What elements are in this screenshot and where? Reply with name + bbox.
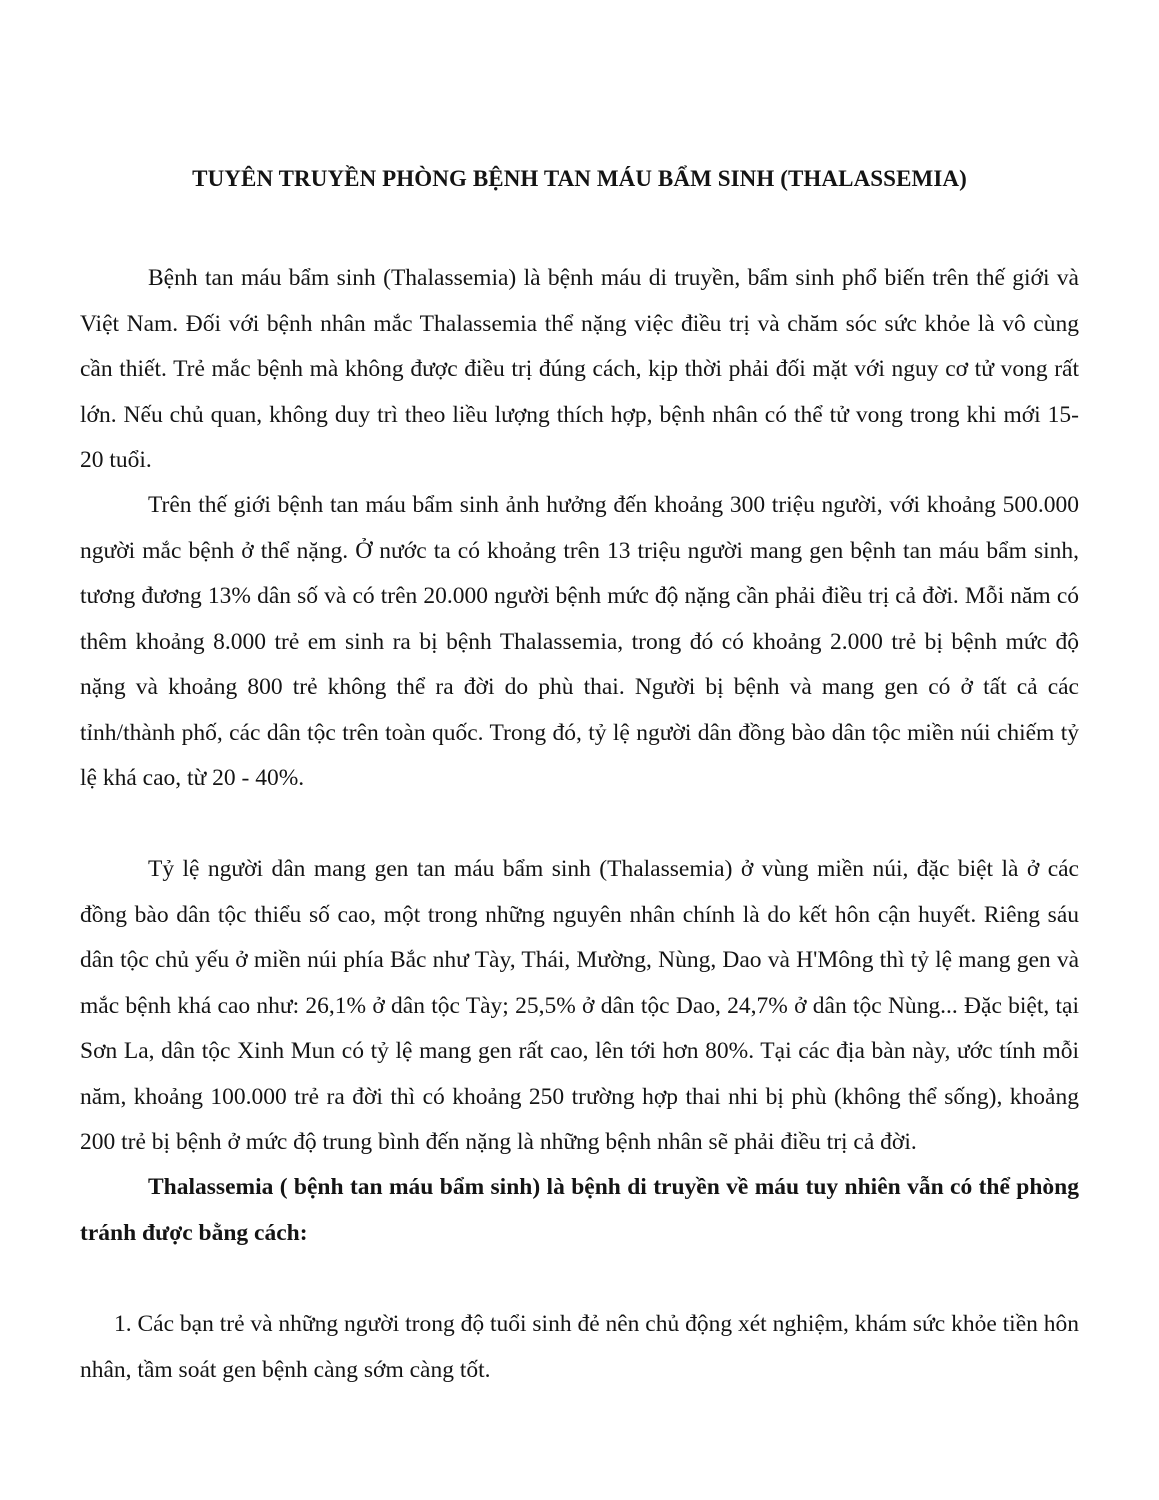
paragraph-intro: Bệnh tan máu bẩm sinh (Thalassemia) là bệnh máu di truyền, bẩm sinh phổ biến trên thế giới và Việt Nam. Đối với bệnh nhân mắc Thalassemia thể nặng việc điều trị và chăm sóc sức khỏe là vô cùng cần thiết. Trẻ mắc bệnh mà không được điều trị đúng cách, kịp thời phải đối mặt với nguy cơ tử vong rất lớn. Nếu chủ quan, không duy trì theo liều lượng thích hợp, bệnh nhân có thể tử vong trong khi mới 15-20 tuổi.: [80, 265, 1079, 473]
prevention-item-1: 1. Các bạn trẻ và những người trong độ tuổi sinh đẻ nên chủ động xét nghiệm, khám sức khỏe tiền hôn nhân, tầm soát gen bệnh càng sớm càng tốt.: [80, 1311, 1080, 1383]
paragraph-ethnic-rates: Tỷ lệ người dân mang gen tan máu bẩm sinh (Thalassemia) ở vùng miền núi, đặc biệt là ở các đồng bào dân tộc thiểu số cao, một trong những nguyên nhân chính là do kết hôn cận huyết. Riêng sáu dân tộc chủ yếu ở miền núi phía Bắc như Tày, Thái, Mường, Nùng, Dao và H'Mông thì tỷ lệ mang gen và mắc bệnh khá cao như: 26,1% ở dân tộc Tày; 25,5% ở dân tộc Dao, 24,7% ở dân tộc Nùng... Đặc biệt, tại Sơn La, dân tộc Xinh Mun có tỷ lệ mang gen rất cao, lên tới hơn 80%. Tại các địa bàn này, ước tính mỗi năm, khoảng 100.000 trẻ ra đời thì có khoảng 250 trường hợp thai nhi bị phù (không thể sống), khoảng 200 trẻ bị bệnh ở mức độ trung bình đến nặng là những bệnh nhân sẽ phải điều trị cả đời.: [80, 856, 1079, 1155]
paragraph-statistics: Trên thế giới bệnh tan máu bẩm sinh ảnh hưởng đến khoảng 300 triệu người, với khoảng 500.000 người mắc bệnh ở thể nặng. Ở nước ta có khoảng trên 13 triệu người mang gen bệnh tan máu bẩm sinh, tương đương 13% dân số và có trên 20.000 người bệnh mức độ nặng cần phải điều trị cả đời. Mỗi năm có thêm khoảng 8.000 trẻ em sinh ra bị bệnh Thalassemia, trong đó có khoảng 2.000 trẻ bị bệnh mức độ nặng và khoảng 800 trẻ không thể ra đời do phù thai. Người bị bệnh và mang gen có ở tất cả các tỉnh/thành phố, các dân tộc trên toàn quốc. Trong đó, tỷ lệ người dân đồng bào dân tộc miền núi chiếm tỷ lệ khá cao, từ 20 - 40%.: [80, 492, 1079, 791]
prevention-heading: Thalassemia ( bệnh tan máu bẩm sinh) là bệnh di truyền về máu tuy nhiên vẫn có thể phòng tránh được bằng cách:: [80, 1174, 1079, 1246]
document-title: TUYÊN TRUYỀN PHÒNG BỆNH TAN MÁU BẨM SINH (THALASSEMIA): [192, 166, 967, 191]
document-page: [80, 0, 1079, 1500]
